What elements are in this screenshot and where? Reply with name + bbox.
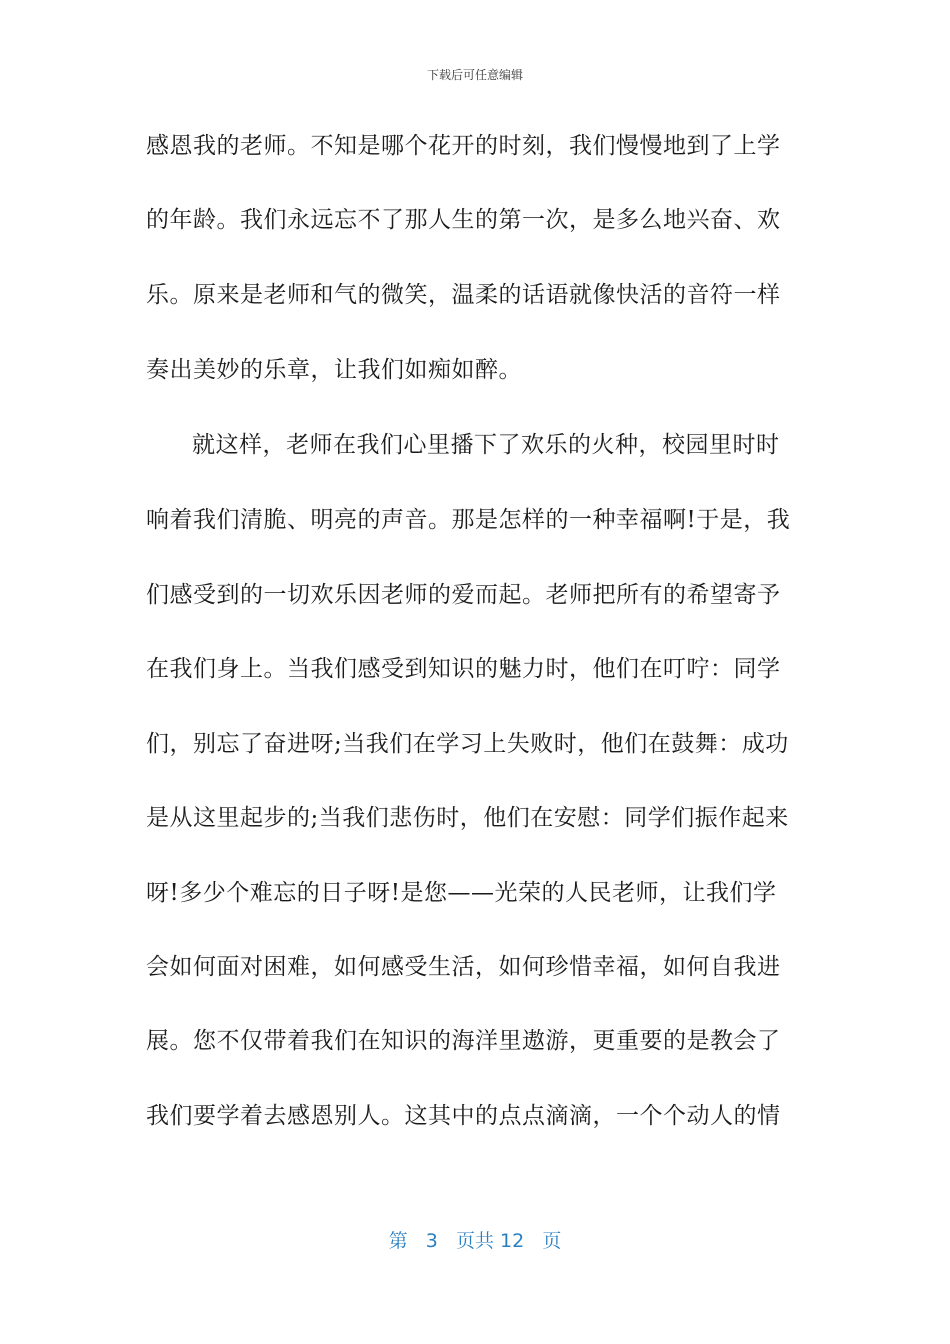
page-footer <box>0 1226 950 1253</box>
current-page-number: 3 <box>425 1230 438 1252</box>
paragraph-line: 们感受到的一切欢乐因老师的爱而起。老师把所有的希望寄予 <box>146 582 781 608</box>
paragraph-line: 感恩我的老师。不知是哪个花开的时刻，我们慢慢地到了上学 <box>146 133 781 159</box>
page-label-middle: 页共 <box>455 1230 494 1252</box>
paragraph-line: 呀!多少个难忘的日子呀!是您——光荣的人民老师，让我们学 <box>146 880 777 906</box>
total-pages-number: 12 <box>500 1230 525 1252</box>
paragraph-line: 们，别忘了奋进呀;当我们在学习上失败时，他们在鼓舞：成功 <box>146 731 789 757</box>
page-label-prefix: 第 <box>388 1230 408 1252</box>
paragraph-line: 我们要学着去感恩别人。这其中的点点滴滴，一个个动人的情 <box>146 1103 781 1129</box>
paragraph-line: 的年龄。我们永远忘不了那人生的第一次，是多么地兴奋、欢 <box>146 207 781 233</box>
paragraph-line: 展。您不仅带着我们在知识的海洋里遨游，更重要的是教会了 <box>146 1028 781 1054</box>
paragraph-line: 响着我们清脆、明亮的声音。那是怎样的一种幸福啊!于是，我 <box>146 507 791 533</box>
page-header: 下载后可任意编辑 <box>426 68 523 82</box>
paragraph-line: 乐。原来是老师和气的微笑，温柔的话语就像快活的音符一样 <box>146 282 781 308</box>
paragraph-line: 就这样，老师在我们心里播下了欢乐的火种，校园里时时 <box>192 432 780 458</box>
paragraph-line: 是从这里起步的;当我们悲伤时，他们在安慰：同学们振作起来 <box>146 805 789 831</box>
paragraph-line: 会如何面对困难，如何感受生活，如何珍惜幸福，如何自我进 <box>146 954 781 980</box>
paragraph-line: 奏出美妙的乐章，让我们如痴如醉。 <box>146 357 522 383</box>
page-label-suffix: 页 <box>542 1230 562 1252</box>
paragraph-line: 在我们身上。当我们感受到知识的魅力时，他们在叮咛：同学 <box>146 656 781 682</box>
